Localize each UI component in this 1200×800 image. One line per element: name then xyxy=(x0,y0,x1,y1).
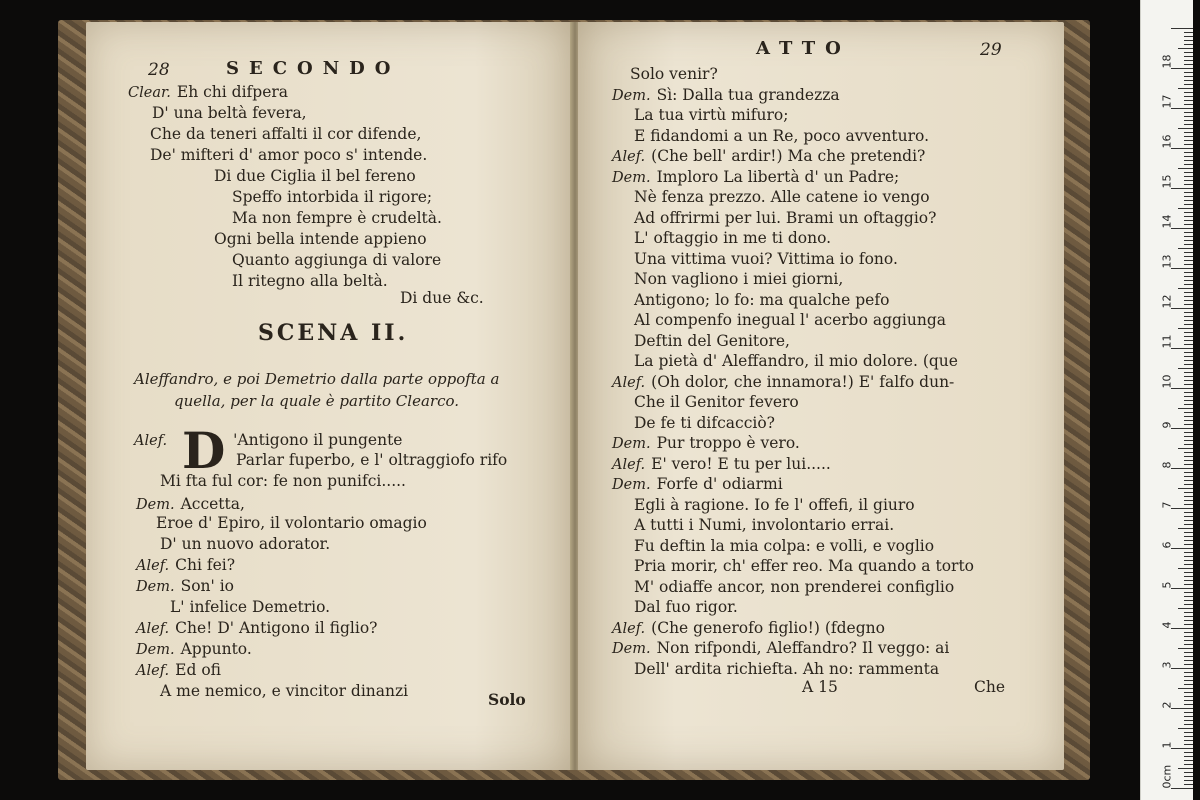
drop-cap: D xyxy=(182,421,226,480)
ruler-tick xyxy=(1171,748,1193,749)
ruler-tick xyxy=(1184,496,1193,497)
ruler-tick xyxy=(1184,560,1193,561)
ruler-tick xyxy=(1171,388,1193,389)
ruler-tick xyxy=(1184,216,1193,217)
ruler-tick xyxy=(1184,472,1193,473)
text-line: Ogni bella intende appieno xyxy=(214,230,427,248)
ruler-tick xyxy=(1171,668,1193,669)
ruler-tick xyxy=(1184,400,1193,401)
text-line: Il ritegno alla beltà. xyxy=(232,272,388,290)
ruler-tick xyxy=(1184,564,1193,565)
text-line: Dal fuo rigor. xyxy=(634,598,738,616)
text-line: Alef. E' vero! E tu per lui..... xyxy=(612,454,831,473)
ruler-tick xyxy=(1184,592,1193,593)
ruler-tick xyxy=(1184,52,1193,53)
ruler-tick xyxy=(1171,308,1193,309)
ruler-tick xyxy=(1184,580,1193,581)
ruler-tick xyxy=(1184,700,1193,701)
ruler-tick xyxy=(1184,484,1193,485)
ruler-tick xyxy=(1178,288,1193,289)
text-line: Alef. (Oh dolor, che innamora!) E' falfo dun- xyxy=(612,372,955,391)
ruler-tick xyxy=(1184,396,1193,397)
ruler-tick xyxy=(1184,512,1193,513)
ruler-tick xyxy=(1184,460,1193,461)
ruler-tick xyxy=(1184,636,1193,637)
text-line: Alef. Chi fei? xyxy=(136,556,236,574)
ruler-tick xyxy=(1184,92,1193,93)
ruler-tick xyxy=(1184,140,1193,141)
text-line: Non vagliono i miei giorni, xyxy=(634,270,844,288)
stage-direction-line-2: quella, per la quale è partito Clearco. xyxy=(174,392,459,410)
ruler-number: 17 xyxy=(1160,94,1174,109)
ruler-tick xyxy=(1171,628,1193,629)
ruler-tick xyxy=(1184,232,1193,233)
ruler-tick xyxy=(1184,176,1193,177)
ruler-tick xyxy=(1184,596,1193,597)
text-line: Clear. Eh chi difpera xyxy=(128,83,289,101)
ruler-tick xyxy=(1184,500,1193,501)
text-line: Antigono; lo fo: ma qualche pefo xyxy=(634,290,890,309)
ruler-tick xyxy=(1184,672,1193,673)
ruler-tick xyxy=(1184,296,1193,297)
text-line: Dem. Appunto. xyxy=(136,640,252,658)
text-line: Dem. Accetta, xyxy=(136,495,245,513)
ruler-tick xyxy=(1184,284,1193,285)
ruler-tick xyxy=(1184,524,1193,525)
ruler-tick xyxy=(1184,244,1193,245)
text-line: Che il Genitor fevero xyxy=(634,393,799,411)
ruler-tick xyxy=(1178,208,1193,209)
text-line: Una vittima vuoi? Vittima io fono. xyxy=(634,249,898,268)
ruler-tick xyxy=(1184,456,1193,457)
text-line: E fidandomi a un Re, poco avventuro. xyxy=(634,126,930,145)
ruler-tick xyxy=(1184,60,1193,61)
ruler-tick xyxy=(1184,776,1193,777)
ruler-tick xyxy=(1184,344,1193,345)
ruler-tick xyxy=(1184,452,1193,453)
ruler-number: 13 xyxy=(1160,254,1174,269)
ruler-tick xyxy=(1184,364,1193,365)
text-line: L' infelice Demetrio. xyxy=(170,598,331,616)
ruler-tick xyxy=(1184,380,1193,381)
ruler-tick xyxy=(1184,520,1193,521)
ruler-tick xyxy=(1184,720,1193,721)
ruler-tick xyxy=(1178,688,1193,689)
ruler-tick xyxy=(1184,64,1193,65)
ruler-tick xyxy=(1178,128,1193,129)
ruler-tick xyxy=(1184,412,1193,413)
text-line: Dem. Imploro La libertà d' un Padre; xyxy=(612,167,900,186)
ruler-tick xyxy=(1184,600,1193,601)
ruler-number: 3 xyxy=(1160,661,1174,669)
text-line: Dem. Pur troppo è vero. xyxy=(612,434,800,452)
ruler-tick xyxy=(1184,696,1193,697)
text-line: Ma non fempre è crudeltà. xyxy=(232,209,442,227)
ruler-tick xyxy=(1178,328,1193,329)
text-line: A me nemico, e vincitor dinanzi xyxy=(160,682,409,700)
ruler-tick xyxy=(1184,616,1193,617)
ruler-tick xyxy=(1184,312,1193,313)
ruler-tick xyxy=(1184,712,1193,713)
ruler-tick xyxy=(1184,200,1193,201)
text-line: Parlar fuperbo, e l' oltraggiofo rifo xyxy=(236,451,508,469)
ruler-tick xyxy=(1184,780,1193,781)
ruler-tick xyxy=(1178,368,1193,369)
text-line: La tua virtù mifuro; xyxy=(634,106,789,124)
ruler-tick xyxy=(1171,108,1193,109)
ruler-tick xyxy=(1184,264,1193,265)
ruler-number: 12 xyxy=(1160,294,1174,309)
ruler-number: 6 xyxy=(1160,541,1174,549)
ruler-tick xyxy=(1184,304,1193,305)
measuring-ruler xyxy=(1140,0,1193,800)
text-line: Dem. Sì: Dalla tua grandezza xyxy=(612,85,840,104)
ruler-tick xyxy=(1184,116,1193,117)
ruler-tick xyxy=(1184,464,1193,465)
ruler-tick xyxy=(1184,744,1193,745)
ruler-tick xyxy=(1184,676,1193,677)
ruler-tick xyxy=(1184,240,1193,241)
text-line: Di due &c. xyxy=(400,289,484,307)
ruler-tick xyxy=(1184,152,1193,153)
text-line: Quanto aggiunga di valore xyxy=(232,251,442,269)
ruler-tick xyxy=(1184,480,1193,481)
ruler-tick xyxy=(1184,504,1193,505)
ruler-tick xyxy=(1184,404,1193,405)
ruler-tick xyxy=(1178,48,1193,49)
text-line: Mi fta ful cor: fe non punifci..... xyxy=(160,472,406,490)
ruler-tick xyxy=(1184,644,1193,645)
ruler-tick xyxy=(1184,652,1193,653)
ruler-tick xyxy=(1184,384,1193,385)
ruler-tick xyxy=(1184,56,1193,57)
ruler-tick xyxy=(1178,88,1193,89)
ruler-tick xyxy=(1184,336,1193,337)
ruler-tick xyxy=(1184,324,1193,325)
ruler-tick xyxy=(1184,72,1193,73)
text-line: Pria morir, ch' effer reo. Ma quando a torto xyxy=(634,557,975,575)
ruler-tick xyxy=(1184,220,1193,221)
text-line: Solo venir? xyxy=(630,65,718,83)
text-line: De' mifteri d' amor poco s' intende. xyxy=(150,146,428,164)
ruler-tick xyxy=(1184,760,1193,761)
ruler-tick xyxy=(1184,516,1193,517)
left-running-head: SECONDO xyxy=(226,58,401,79)
ruler-tick xyxy=(1184,292,1193,293)
ruler-tick xyxy=(1171,148,1193,149)
ruler-tick xyxy=(1184,612,1193,613)
ruler-tick xyxy=(1178,728,1193,729)
ruler-tick xyxy=(1171,268,1193,269)
ruler-number: 7 xyxy=(1160,501,1174,509)
ruler-number: 0cm xyxy=(1160,764,1174,789)
ruler-tick xyxy=(1184,756,1193,757)
ruler-tick xyxy=(1184,100,1193,101)
ruler-tick xyxy=(1184,424,1193,425)
ruler-number: 14 xyxy=(1160,214,1174,229)
ruler-tick xyxy=(1184,332,1193,333)
text-line: Alef. 'Antigono il pungente xyxy=(134,431,403,449)
ruler-tick xyxy=(1184,196,1193,197)
ruler-number: 4 xyxy=(1160,621,1174,629)
ruler-tick xyxy=(1171,188,1193,189)
ruler-tick xyxy=(1178,408,1193,409)
text-line: Di due Ciglia il bel fereno xyxy=(214,167,416,185)
ruler-tick xyxy=(1184,544,1193,545)
text-line: Alef. Che! D' Antigono il figlio? xyxy=(136,619,378,637)
right-running-head: ATTO xyxy=(756,38,851,59)
ruler-tick xyxy=(1184,260,1193,261)
ruler-tick xyxy=(1171,468,1193,469)
ruler-tick xyxy=(1184,372,1193,373)
ruler-tick xyxy=(1184,752,1193,753)
ruler-tick xyxy=(1171,68,1193,69)
text-line: Dell' ardita richiefta. Ah no: rammenta xyxy=(634,659,940,678)
stage-direction-line-1: Aleffandro, e poi Demetrio dalla parte oppofta a xyxy=(134,370,500,388)
ruler-tick xyxy=(1178,768,1193,769)
ruler-tick xyxy=(1184,236,1193,237)
ruler-tick xyxy=(1178,528,1193,529)
ruler-tick xyxy=(1184,340,1193,341)
ruler-tick xyxy=(1184,440,1193,441)
text-line: Che da teneri affalti il cor difende, xyxy=(150,125,422,143)
ruler-tick xyxy=(1184,320,1193,321)
ruler-tick xyxy=(1184,604,1193,605)
ruler-tick xyxy=(1184,736,1193,737)
ruler-tick xyxy=(1184,392,1193,393)
ruler-tick xyxy=(1184,660,1193,661)
ruler-tick xyxy=(1171,788,1193,789)
ruler-tick xyxy=(1184,416,1193,417)
ruler-number: 1 xyxy=(1160,741,1174,749)
ruler-tick xyxy=(1184,476,1193,477)
text-line: Ad offrirmi per lui. Brami un oftaggio? xyxy=(634,208,937,227)
ruler-tick xyxy=(1184,492,1193,493)
text-line: Dem. Son' io xyxy=(136,577,234,595)
ruler-tick xyxy=(1184,44,1193,45)
text-line: Nè fenza prezzo. Alle catene io vengo xyxy=(634,188,930,206)
ruler-tick xyxy=(1184,144,1193,145)
ruler-tick xyxy=(1178,488,1193,489)
ruler-tick xyxy=(1184,212,1193,213)
ruler-tick xyxy=(1184,300,1193,301)
ruler-tick xyxy=(1184,556,1193,557)
text-line: Dem. Forfe d' odiarmi xyxy=(612,475,783,493)
text-line: L' oftaggio in me ti dono. xyxy=(634,229,832,247)
ruler-tick xyxy=(1184,724,1193,725)
ruler-tick xyxy=(1184,32,1193,33)
ruler-tick xyxy=(1184,692,1193,693)
ruler-tick xyxy=(1184,356,1193,357)
text-line: Fu deftin la mia colpa: e volli, e voglio xyxy=(634,536,935,555)
ruler-tick xyxy=(1184,136,1193,137)
ruler-tick xyxy=(1171,228,1193,229)
ruler-tick xyxy=(1184,280,1193,281)
ruler-tick xyxy=(1171,548,1193,549)
ruler-tick xyxy=(1184,192,1193,193)
ruler-number: 11 xyxy=(1160,334,1174,349)
ruler-tick xyxy=(1184,256,1193,257)
ruler-tick xyxy=(1184,620,1193,621)
ruler-number: 8 xyxy=(1160,461,1174,469)
text-line: La pietà d' Aleffandro, il mio dolore. (que xyxy=(634,352,958,370)
text-line: Deftin del Genitore, xyxy=(634,331,790,350)
ruler-tick xyxy=(1184,96,1193,97)
ruler-tick xyxy=(1184,252,1193,253)
ruler-tick xyxy=(1184,420,1193,421)
text-line: Alef. (Che generofo figlio!) (fdegno xyxy=(612,618,885,637)
ruler-tick xyxy=(1184,784,1193,785)
ruler-tick xyxy=(1184,732,1193,733)
ruler-tick xyxy=(1184,572,1193,573)
text-line: Egli à ragione. Io fe l' offefi, il giuro xyxy=(634,495,915,514)
text-line: M' odiaffe ancor, non prenderei configlio xyxy=(634,577,955,596)
text-line: De fe ti difcacciò? xyxy=(634,413,775,432)
ruler-number: 18 xyxy=(1160,54,1174,69)
text-line: D' una beltà fevera, xyxy=(152,104,307,122)
ruler-tick xyxy=(1178,608,1193,609)
ruler-tick xyxy=(1184,120,1193,121)
scene-title: SCENA II. xyxy=(258,320,409,346)
ruler-tick xyxy=(1184,272,1193,273)
ruler-tick xyxy=(1184,704,1193,705)
ruler-number: 5 xyxy=(1160,581,1174,589)
ruler-tick xyxy=(1184,104,1193,105)
ruler-tick xyxy=(1184,656,1193,657)
ruler-tick xyxy=(1184,432,1193,433)
ruler-number: 10 xyxy=(1160,374,1174,389)
ruler-tick xyxy=(1178,648,1193,649)
ruler-tick xyxy=(1184,540,1193,541)
text-line: D' un nuovo adorator. xyxy=(160,535,331,553)
text-line: Speffo intorbida il rigore; xyxy=(232,188,433,206)
ruler-tick xyxy=(1184,184,1193,185)
ruler-tick xyxy=(1171,508,1193,509)
ruler-tick xyxy=(1184,624,1193,625)
ruler-tick xyxy=(1184,640,1193,641)
ruler-tick xyxy=(1184,740,1193,741)
catchword: Che xyxy=(974,678,1006,696)
ruler-tick xyxy=(1184,112,1193,113)
ruler-tick xyxy=(1184,276,1193,277)
ruler-tick xyxy=(1184,772,1193,773)
ruler-tick xyxy=(1184,436,1193,437)
left-page xyxy=(86,22,572,770)
ruler-tick xyxy=(1184,160,1193,161)
ruler-tick xyxy=(1184,680,1193,681)
text-line: Dem. Non rifpondi, Aleffandro? Il veggo: ai xyxy=(612,639,950,657)
ruler-tick xyxy=(1184,156,1193,157)
ruler-tick xyxy=(1184,80,1193,81)
ruler-tick xyxy=(1184,536,1193,537)
ruler-tick xyxy=(1184,76,1193,77)
ruler-number: 2 xyxy=(1160,701,1174,709)
catchword: Solo xyxy=(488,690,526,709)
ruler-tick xyxy=(1184,132,1193,133)
ruler-tick xyxy=(1184,716,1193,717)
ruler-tick xyxy=(1171,28,1193,29)
ruler-tick xyxy=(1178,568,1193,569)
ruler-tick xyxy=(1178,248,1193,249)
right-page-number: 29 xyxy=(980,40,1002,60)
ruler-number: 16 xyxy=(1160,134,1174,149)
ruler-tick xyxy=(1184,584,1193,585)
ruler-tick xyxy=(1171,348,1193,349)
ruler-tick xyxy=(1171,588,1193,589)
ruler-tick xyxy=(1178,448,1193,449)
ruler-tick xyxy=(1184,376,1193,377)
ruler-tick xyxy=(1171,428,1193,429)
ruler-tick xyxy=(1178,168,1193,169)
text-line: A tutti i Numi, involontario errai. xyxy=(634,516,895,534)
ruler-tick xyxy=(1171,708,1193,709)
ruler-number: 15 xyxy=(1160,174,1174,189)
text-line: Eroe d' Epiro, il volontario omagio xyxy=(156,514,427,532)
text-line: Alef. Ed ofi xyxy=(136,661,221,679)
text-line: Al compenfo inegual l' acerbo aggiunga xyxy=(634,311,947,329)
ruler-tick xyxy=(1184,552,1193,553)
ruler-tick xyxy=(1184,316,1193,317)
ruler-tick xyxy=(1184,36,1193,37)
ruler-tick xyxy=(1184,576,1193,577)
ruler-tick xyxy=(1184,764,1193,765)
signature-mark: A 15 xyxy=(802,678,838,696)
left-page-number: 28 xyxy=(148,60,170,80)
text-line: Alef. (Che bell' ardir!) Ma che pretendi? xyxy=(612,147,926,165)
ruler-number: 9 xyxy=(1160,421,1174,429)
ruler-tick xyxy=(1184,40,1193,41)
ruler-tick xyxy=(1184,684,1193,685)
ruler-tick xyxy=(1184,360,1193,361)
ruler-tick xyxy=(1184,180,1193,181)
ruler-tick xyxy=(1184,204,1193,205)
ruler-tick xyxy=(1184,632,1193,633)
ruler-tick xyxy=(1184,84,1193,85)
ruler-tick xyxy=(1184,124,1193,125)
right-page xyxy=(578,22,1064,770)
ruler-tick xyxy=(1184,352,1193,353)
ruler-tick xyxy=(1184,172,1193,173)
ruler-tick xyxy=(1184,532,1193,533)
ruler-tick xyxy=(1184,444,1193,445)
ruler-tick xyxy=(1184,224,1193,225)
ruler-tick xyxy=(1184,664,1193,665)
ruler-tick xyxy=(1184,164,1193,165)
